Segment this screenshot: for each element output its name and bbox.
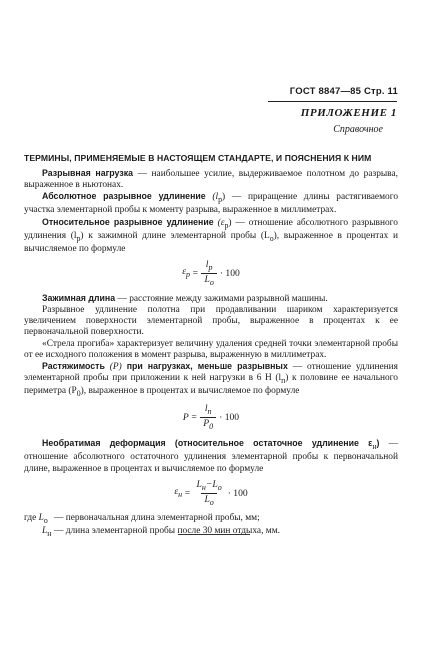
subscript: р <box>218 195 223 205</box>
term-paragraph <box>24 217 398 255</box>
formula-symbol: P <box>203 418 210 430</box>
where-word: где <box>24 512 37 523</box>
formula-extensibility <box>24 403 398 432</box>
denominator <box>201 493 216 508</box>
term-definition: — отношение абсолютного остаточного удлинения элементарной пробы к первоначальной длине, выраженное в процентах и вычисляемое по формуле <box>24 439 398 474</box>
formula-relative-elongation <box>24 259 398 288</box>
subscript: р <box>185 270 190 280</box>
symbol: (P) <box>104 362 127 373</box>
formula-symbol: L <box>212 478 218 490</box>
formula-symbol: ε <box>182 266 186 278</box>
subscript: р <box>208 262 213 272</box>
formula-multiplier: · 100 <box>227 487 248 499</box>
term-name: Растяжимость <box>42 361 105 372</box>
subscript: н <box>47 528 52 538</box>
fraction <box>200 403 216 432</box>
equals-sign: = <box>184 487 191 499</box>
term-paragraph <box>24 191 398 216</box>
term-definition: ) к половине ее начального периметра (P <box>24 373 398 397</box>
end-rule <box>178 534 250 535</box>
symbol: (ε <box>213 217 225 228</box>
numerator <box>202 403 215 417</box>
formula-symbol: l <box>204 403 208 415</box>
subscript: о <box>217 482 222 492</box>
term-definition: ), выраженное в процентах и вычисляемое по формуле <box>24 230 398 254</box>
formula-multiplier: · 100 <box>219 267 240 279</box>
symbol: (l <box>205 192 219 203</box>
term-paragraph <box>24 339 398 361</box>
term-definition: «Стрела прогиба» характеризует величину удаления средней точки элементарной пробы от ее исходного положения в момент разрыва, выраженную в миллиметрах. <box>24 338 398 360</box>
term-name: Зажимная длина <box>42 292 116 303</box>
term-definition: ) — отношение абсолютного разрывного удлинения (l <box>24 217 398 241</box>
term-name: Абсолютное разрывное удлинение <box>42 191 206 202</box>
appendix-subtitle: Справочное <box>333 124 383 135</box>
term-definition: ) — приращение длины растягиваемого участка элементарной пробы к моменту разрыва, выраженное в миллиметрах. <box>24 192 399 216</box>
term-name: ) <box>376 438 380 449</box>
term-definition: — наибольшее усилие, выдерживаемое полотном до разрыва, выраженное в ньютонах. <box>24 169 398 191</box>
formula-multiplier: · 100 <box>219 412 240 424</box>
subscript: н <box>201 482 206 492</box>
page-header: ГОСТ 8847—85 Стр. 11 <box>289 86 398 97</box>
numerator <box>194 479 225 493</box>
formula-symbol: L <box>38 512 44 523</box>
fraction <box>194 479 225 508</box>
formula-symbol: L <box>196 478 202 490</box>
term-definition: — расстояние между зажимами разрывной машины. <box>115 293 328 304</box>
subscript: 0 <box>76 389 81 399</box>
where-lead <box>24 526 54 539</box>
term-paragraph <box>24 168 398 191</box>
where-definition: — первоначальная длина элементарной пробы, мм; <box>54 512 260 523</box>
term-name: при нагрузках, меньше разрывных <box>126 361 288 372</box>
where-lead <box>24 513 54 526</box>
term-name: Необратимая деформация (относительное остаточное удлинение ε <box>42 438 373 449</box>
header-rule <box>268 101 397 102</box>
denominator <box>201 273 216 288</box>
document-body <box>24 168 398 539</box>
fraction <box>201 259 216 288</box>
subscript: п <box>281 376 286 386</box>
subscript: р <box>224 220 229 230</box>
formula-residual-elongation <box>24 479 398 508</box>
subscript: п <box>207 407 212 417</box>
term-name: Разрывная нагрузка <box>42 168 133 178</box>
formula-symbol: L <box>204 273 210 285</box>
term-paragraph <box>24 361 398 399</box>
term-paragraph <box>24 305 398 339</box>
subscript: о <box>209 277 214 287</box>
formula-symbol: l <box>205 259 209 271</box>
term-paragraph <box>24 293 398 305</box>
subscript: о <box>209 497 214 507</box>
formula-lhs: P <box>182 412 189 424</box>
subscript: н <box>178 489 183 499</box>
numerator <box>203 259 216 273</box>
minus-sign: − <box>205 478 213 490</box>
term-definition: ), выраженное в процентах и вычисляемое по формуле <box>80 386 300 397</box>
formula-symbol: ε <box>174 486 179 498</box>
denominator <box>200 417 216 432</box>
formula-lhs <box>182 266 190 280</box>
term-paragraph <box>24 438 398 474</box>
subscript: 0 <box>209 422 214 432</box>
equals-sign: = <box>191 267 199 279</box>
subscript: р <box>76 233 81 243</box>
section-heading: ТЕРМИНЫ, ПРИМЕНЯЕМЫЕ В НАСТОЯЩЕМ СТАНДАРТЕ, И ПОЯСНЕНИЯ К НИМ <box>24 153 372 163</box>
term-definition: — отношение удлинения элементарной пробы при приложении к ней нагрузки в 6 Н (l <box>24 362 398 384</box>
term-definition: ) к зажимной длине элементарной пробы (L <box>80 230 270 241</box>
formula-lhs <box>174 486 182 500</box>
where-row <box>24 526 398 539</box>
term-name: Относительное разрывное удлинение <box>42 216 214 227</box>
equals-sign: = <box>190 412 198 424</box>
formula-symbol: L <box>204 493 210 505</box>
subscript: н <box>372 442 377 452</box>
appendix-title: ПРИЛОЖЕНИЕ 1 <box>300 107 397 119</box>
subscript: о <box>269 233 274 243</box>
formula-symbol: L <box>42 525 48 536</box>
where-definition: — длина элементарной пробы после 30 мин отдыха, мм. <box>54 525 280 536</box>
term-definition: Разрывное удлинение полотна при продавливании шариком характеризуется увеличением поверхности элементарной пробы, выраженное в процентах к ее первоначальной поверхности. <box>24 305 398 338</box>
subscript: о <box>43 515 48 525</box>
where-row <box>24 513 398 526</box>
